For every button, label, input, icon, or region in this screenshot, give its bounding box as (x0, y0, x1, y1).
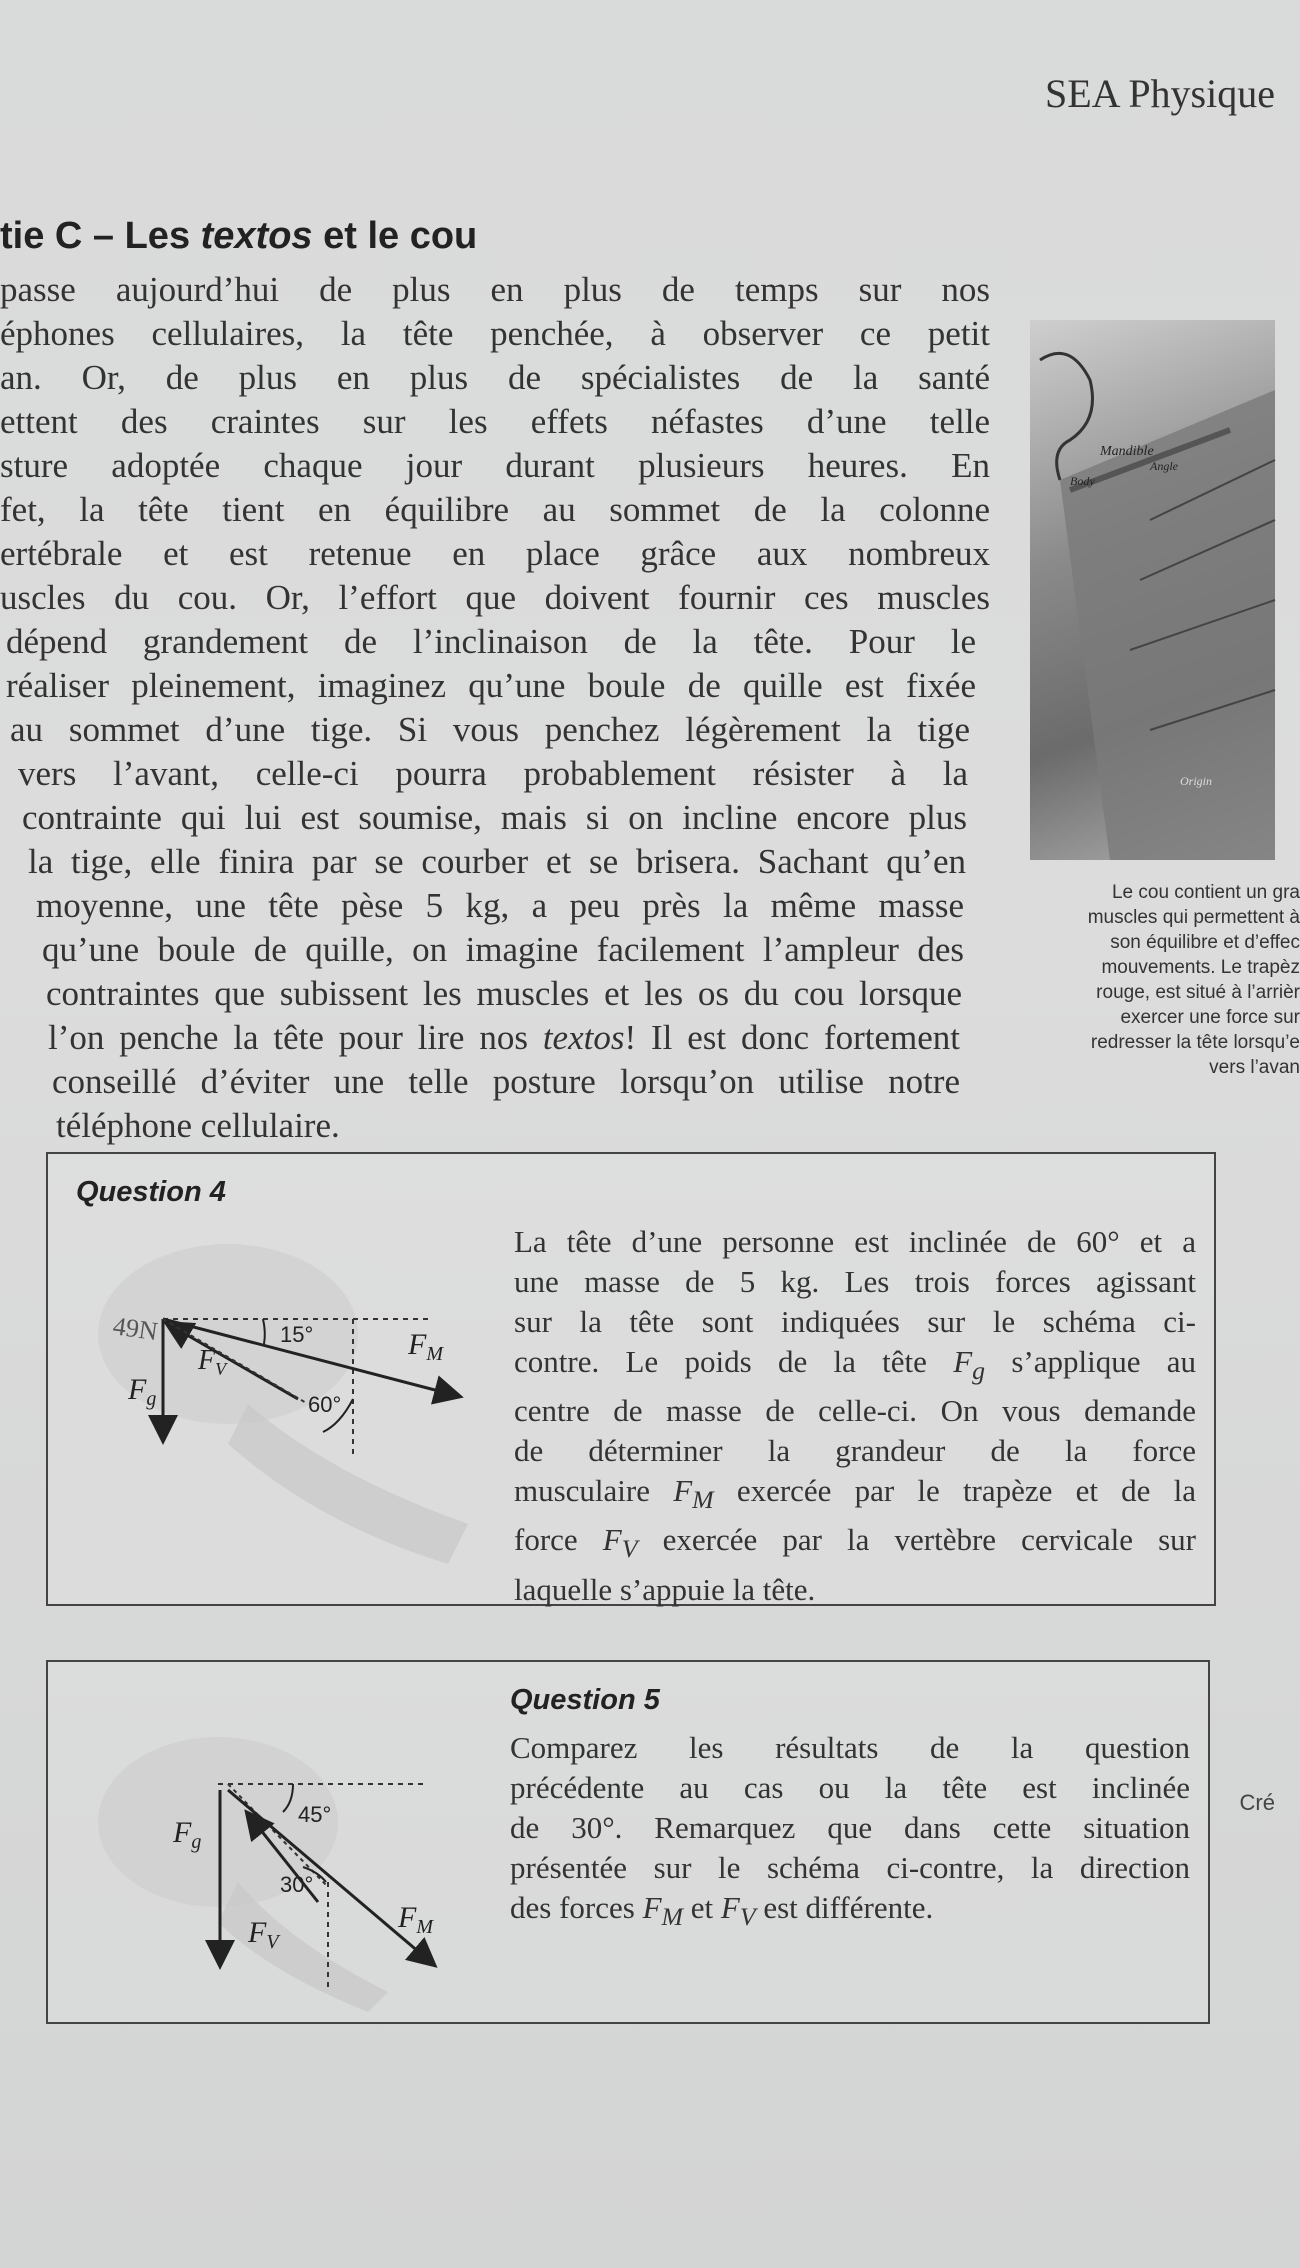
neck-silhouette (228, 1404, 468, 1564)
fm-label: $F_M$ (398, 1901, 433, 1938)
q4-line: laquelle s’appuie la tête. (514, 1571, 816, 1607)
q4-line: force $F_V$ exercée par la vertèbre cervicale sur (514, 1522, 1196, 1564)
caption-line: son équilibre et d’effec (1110, 932, 1300, 953)
page-header: SEA Physique (1044, 71, 1275, 116)
intro-line: la tige, elle finira par se courber et se brisera. Sachant qu’en (28, 842, 966, 881)
intro-paragraph (0, 268, 1000, 1148)
intro-line: uscles du cou. Or, l’effort que doivent fournir ces muscles (0, 578, 990, 617)
intro-line: contrainte qui lui est soumise, mais si on incline encore plus (22, 798, 967, 837)
intro-line: l’on penche la tête pour lire nos textos! Il est donc fortement (48, 1018, 960, 1057)
angle-label-60: 60° (308, 1392, 342, 1417)
fv-symbol: $F_V$ (720, 1890, 756, 1932)
intro-line: téléphone cellulaire. (56, 1106, 340, 1145)
intro-line: passe aujourd’hui de plus en plus de temps sur nos (0, 270, 990, 309)
angle-label-30: 30° (280, 1872, 314, 1897)
q4-line: une masse de 5 kg. Les trois forces agissant (514, 1264, 1196, 1299)
caption-line: exercer une force sur (1120, 1007, 1300, 1028)
neck-silhouette (218, 1882, 388, 2012)
question-4-diagram (68, 1224, 508, 1584)
figure-label-body: Body (1070, 474, 1095, 488)
intro-line: sture adoptée chaque jour durant plusieurs heures. En (0, 446, 990, 485)
intro-line: vers l’avant, celle-ci pourra probablement résister à la (18, 754, 968, 793)
q5-line: de 30°. Remarquez que dans cette situation (510, 1810, 1190, 1845)
fm-symbol: $F_M$ (642, 1890, 684, 1932)
figure-label-origin: Origin (1180, 774, 1213, 788)
q5-line: présentée sur le schéma ci-contre, la direction (510, 1850, 1190, 1885)
fv-label: $F_V$ (198, 1345, 227, 1379)
neck-anatomy-drawing (1030, 320, 1275, 860)
intro-line: conseillé d’éviter une telle posture lorsqu’on utilise notre (52, 1062, 960, 1101)
intro-line: qu’une boule de quille, on imagine facilement l’ampleur des (42, 930, 964, 969)
caption-line: muscles qui permettent à (1087, 907, 1300, 928)
section-title-prefix: tie C – Les (0, 215, 201, 257)
intro-line: ertébrale et est retenue en place grâce aux nombreux (0, 534, 990, 573)
fv-symbol: $F_V$ (602, 1522, 638, 1564)
intro-line: dépend grandement de l’inclinaison de la tête. Pour le (6, 622, 976, 661)
q4-line: centre de masse de celle-ci. On vous demande (514, 1393, 1196, 1429)
section-title (0, 215, 477, 258)
fg-label: $F_g$ (173, 1816, 202, 1853)
caption-line: Le cou contient un gra (1111, 882, 1300, 903)
neck-anatomy-image (1030, 320, 1275, 860)
intro-line: an. Or, de plus en plus de spécialistes de la santé (0, 358, 990, 397)
intro-line: ettent des craintes sur les effets néfastes d’une telle (0, 402, 990, 441)
figure-label-mandible: Mandible (1100, 444, 1154, 459)
q5-line: précédente au cas ou la tête est inclinée (510, 1770, 1190, 1805)
fm-label: $F_M$ (408, 1328, 443, 1365)
fv-label: $F_V$ (248, 1916, 279, 1953)
question-4-box (46, 1152, 1216, 1606)
angle-label-45: 45° (298, 1802, 332, 1827)
caption-line: rouge, est situé à l’arrièr (1096, 982, 1300, 1003)
question-5-text (510, 1728, 1190, 1937)
figure-label-angle: Angle (1150, 459, 1178, 473)
intro-line: éphones cellulaires, la tête penchée, à observer ce petit (0, 314, 990, 353)
caption-line: redresser la tête lorsqu’e (1090, 1032, 1300, 1053)
intro-line: contraintes que subissent les muscles et les os du cou lorsque (46, 974, 962, 1013)
q4-line: sur la tête sont indiquées sur le schéma ci- (514, 1304, 1196, 1339)
question-5-title: Question 5 (510, 1684, 660, 1716)
section-title-italic: textos (200, 215, 313, 257)
question-5-box (46, 1660, 1210, 2024)
q4-line: La tête d’une personne est inclinée de 60° et a (514, 1224, 1196, 1259)
q5-line: Comparez les résultats de la question (510, 1730, 1190, 1765)
fm-symbol: $F_M$ (673, 1473, 714, 1515)
figure-caption (1000, 880, 1300, 1080)
face-profile (1040, 353, 1093, 480)
fg-symbol: $F_g$ (953, 1344, 986, 1386)
intro-line: fet, la tête tient en équilibre au sommet de la colonne (0, 490, 990, 529)
section-title-suffix: et le cou (312, 215, 478, 257)
side-note-credit: Cré (1239, 1790, 1275, 1815)
caption-line: mouvements. Le trapèz (1101, 957, 1300, 978)
question-4-title: Question 4 (76, 1176, 226, 1208)
handwritten-weight: 49N (111, 1311, 160, 1347)
fg-label: $F_g$ (128, 1373, 157, 1410)
q5-line: des forces $F_M$ et $F_V$ est différente. (510, 1890, 934, 1932)
intro-line: au sommet d’une tige. Si vous penchez légèrement la tige (10, 710, 970, 749)
question-5-diagram (68, 1702, 488, 2012)
q4-line: musculaire $F_M$ exercée par le trapèze et de la (514, 1473, 1196, 1515)
caption-line: vers l’avan (1209, 1057, 1300, 1078)
q4-line: de déterminer la grandeur de la force (514, 1433, 1196, 1469)
intro-line: réaliser pleinement, imaginez qu’une boule de quille est fixée (6, 666, 976, 705)
question-4-text (514, 1222, 1196, 1610)
q4-line: contre. Le poids de la tête $F_g$ s’applique au (514, 1344, 1197, 1386)
angle-label-15: 15° (280, 1322, 314, 1347)
intro-line: moyenne, une tête pèse 5 kg, a peu près la même masse (36, 886, 964, 925)
